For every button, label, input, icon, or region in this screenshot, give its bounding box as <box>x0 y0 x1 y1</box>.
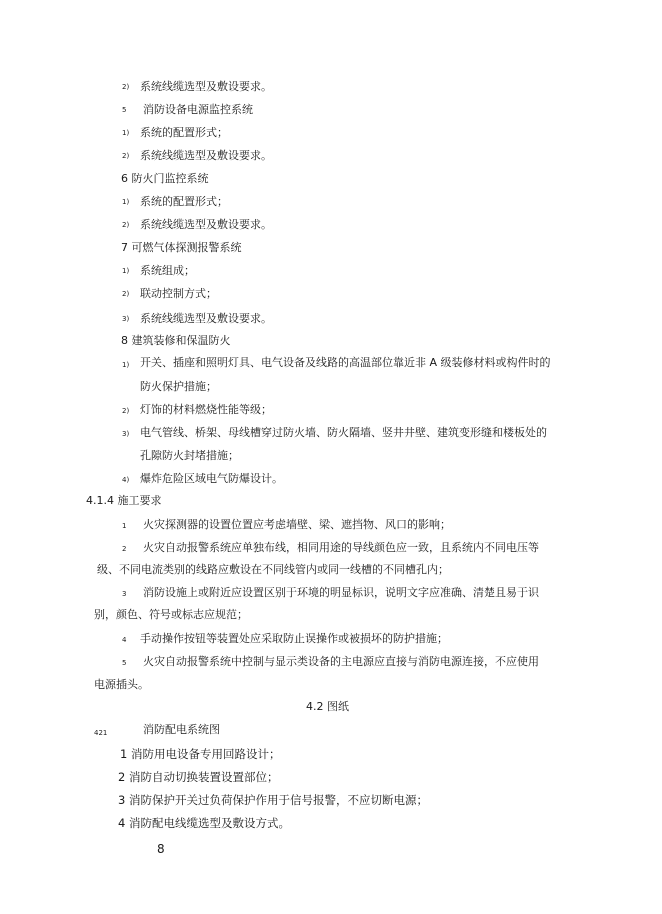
text-line: 消防设备电源监控系统 <box>143 103 253 116</box>
numbered-line: 1 消防用电设备专用回路设计； <box>120 747 281 761</box>
list-marker: 5 <box>122 659 127 667</box>
list-marker: 1) <box>122 267 130 275</box>
text-line: 系统线缆选型及敷设要求。 <box>140 80 272 93</box>
list-marker: 2) <box>122 407 130 415</box>
list-marker: 5 <box>122 106 127 114</box>
list-marker: 2) <box>122 221 130 229</box>
subsection-heading: 7 可燃气体探测报警系统 <box>121 241 242 254</box>
list-marker: 1) <box>122 361 130 369</box>
text-line: 灯饰的材料燃烧性能等级； <box>140 403 272 416</box>
text-line: 系统组成； <box>140 264 195 277</box>
text-line: 系统线缆选型及敷设要求。 <box>140 312 272 325</box>
list-marker: 4) <box>122 476 130 484</box>
text-line: 火灾自动报警系统中控制与显示类设备的主电源应直接与消防电源连接，不应使用 <box>143 655 539 668</box>
list-marker: 2) <box>122 290 130 298</box>
text-line-continuation: 孔隙防火封堵措施； <box>140 449 239 462</box>
text-line: 系统的配置形式； <box>140 126 228 139</box>
list-marker: 2) <box>122 152 130 160</box>
text-line: 火灾探测器的设置位置应考虑墙壁、梁、遮挡物、风口的影响； <box>143 518 451 531</box>
subsection-heading: 8 建筑装修和保温防火 <box>121 334 231 347</box>
section-heading: 4.1.4 施工要求 <box>86 494 162 507</box>
text-line: 火灾自动报警系统应单独布线，相同用途的导线颜色应一致，且系统内不同电压等 <box>143 541 539 554</box>
text-line: 消防设施上或附近应设置区别于环境的明显标识，说明文字应准确、清楚且易于识 <box>143 586 539 599</box>
text-line: 开关、插座和照明灯具、电气设备及线路的高温部位靠近非 A 级装修材料或构件时的 <box>140 356 551 369</box>
list-marker: 2 <box>122 545 127 553</box>
list-marker: 1) <box>122 198 130 206</box>
text-line: 系统线缆选型及敷设要求。 <box>140 149 272 162</box>
text-line: 系统线缆选型及敷设要求。 <box>140 218 272 231</box>
section-number: 421 <box>94 729 108 737</box>
text-line-continuation: 级、不同电流类别的线路应敷设在不同线管内或同一线槽的不同槽孔内； <box>97 563 449 576</box>
list-marker: 3 <box>122 590 127 598</box>
list-marker: 1 <box>122 522 127 530</box>
numbered-line: 3 消防保护开关过负荷保护作用于信号报警，不应切断电源； <box>118 793 428 807</box>
page-number: 8 <box>157 842 165 856</box>
list-marker: 2) <box>122 83 130 91</box>
text-line-continuation: 别，颜色、符号或标志应规范； <box>94 608 248 621</box>
section-heading-centered: 4.2 图纸 <box>306 700 349 713</box>
numbered-line: 4 消防配电线缆选型及敷设方式。 <box>118 816 290 830</box>
list-marker: 4 <box>122 636 127 644</box>
text-line: 手动操作按钮等装置处应采取防止误操作或被损坏的防护措施； <box>140 632 448 645</box>
list-marker: 1) <box>122 129 130 137</box>
list-marker: 3) <box>122 315 130 323</box>
subsection-heading: 消防配电系统图 <box>143 723 220 736</box>
text-line: 联动控制方式； <box>140 287 217 300</box>
text-line-continuation: 电源插头。 <box>94 678 149 691</box>
list-marker: 3) <box>122 430 130 438</box>
subsection-heading: 6 防火门监控系统 <box>121 172 209 185</box>
text-line-continuation: 防火保护措施； <box>140 380 217 393</box>
text-line: 爆炸危险区域电气防爆设计。 <box>140 472 283 485</box>
text-line: 电气管线、桥架、母线槽穿过防火墙、防火隔墙、竖井井壁、建筑变形缝和楼板处的 <box>140 426 547 439</box>
numbered-line: 2 消防自动切换装置设置部位； <box>118 770 279 784</box>
text-line: 系统的配置形式； <box>140 195 228 208</box>
